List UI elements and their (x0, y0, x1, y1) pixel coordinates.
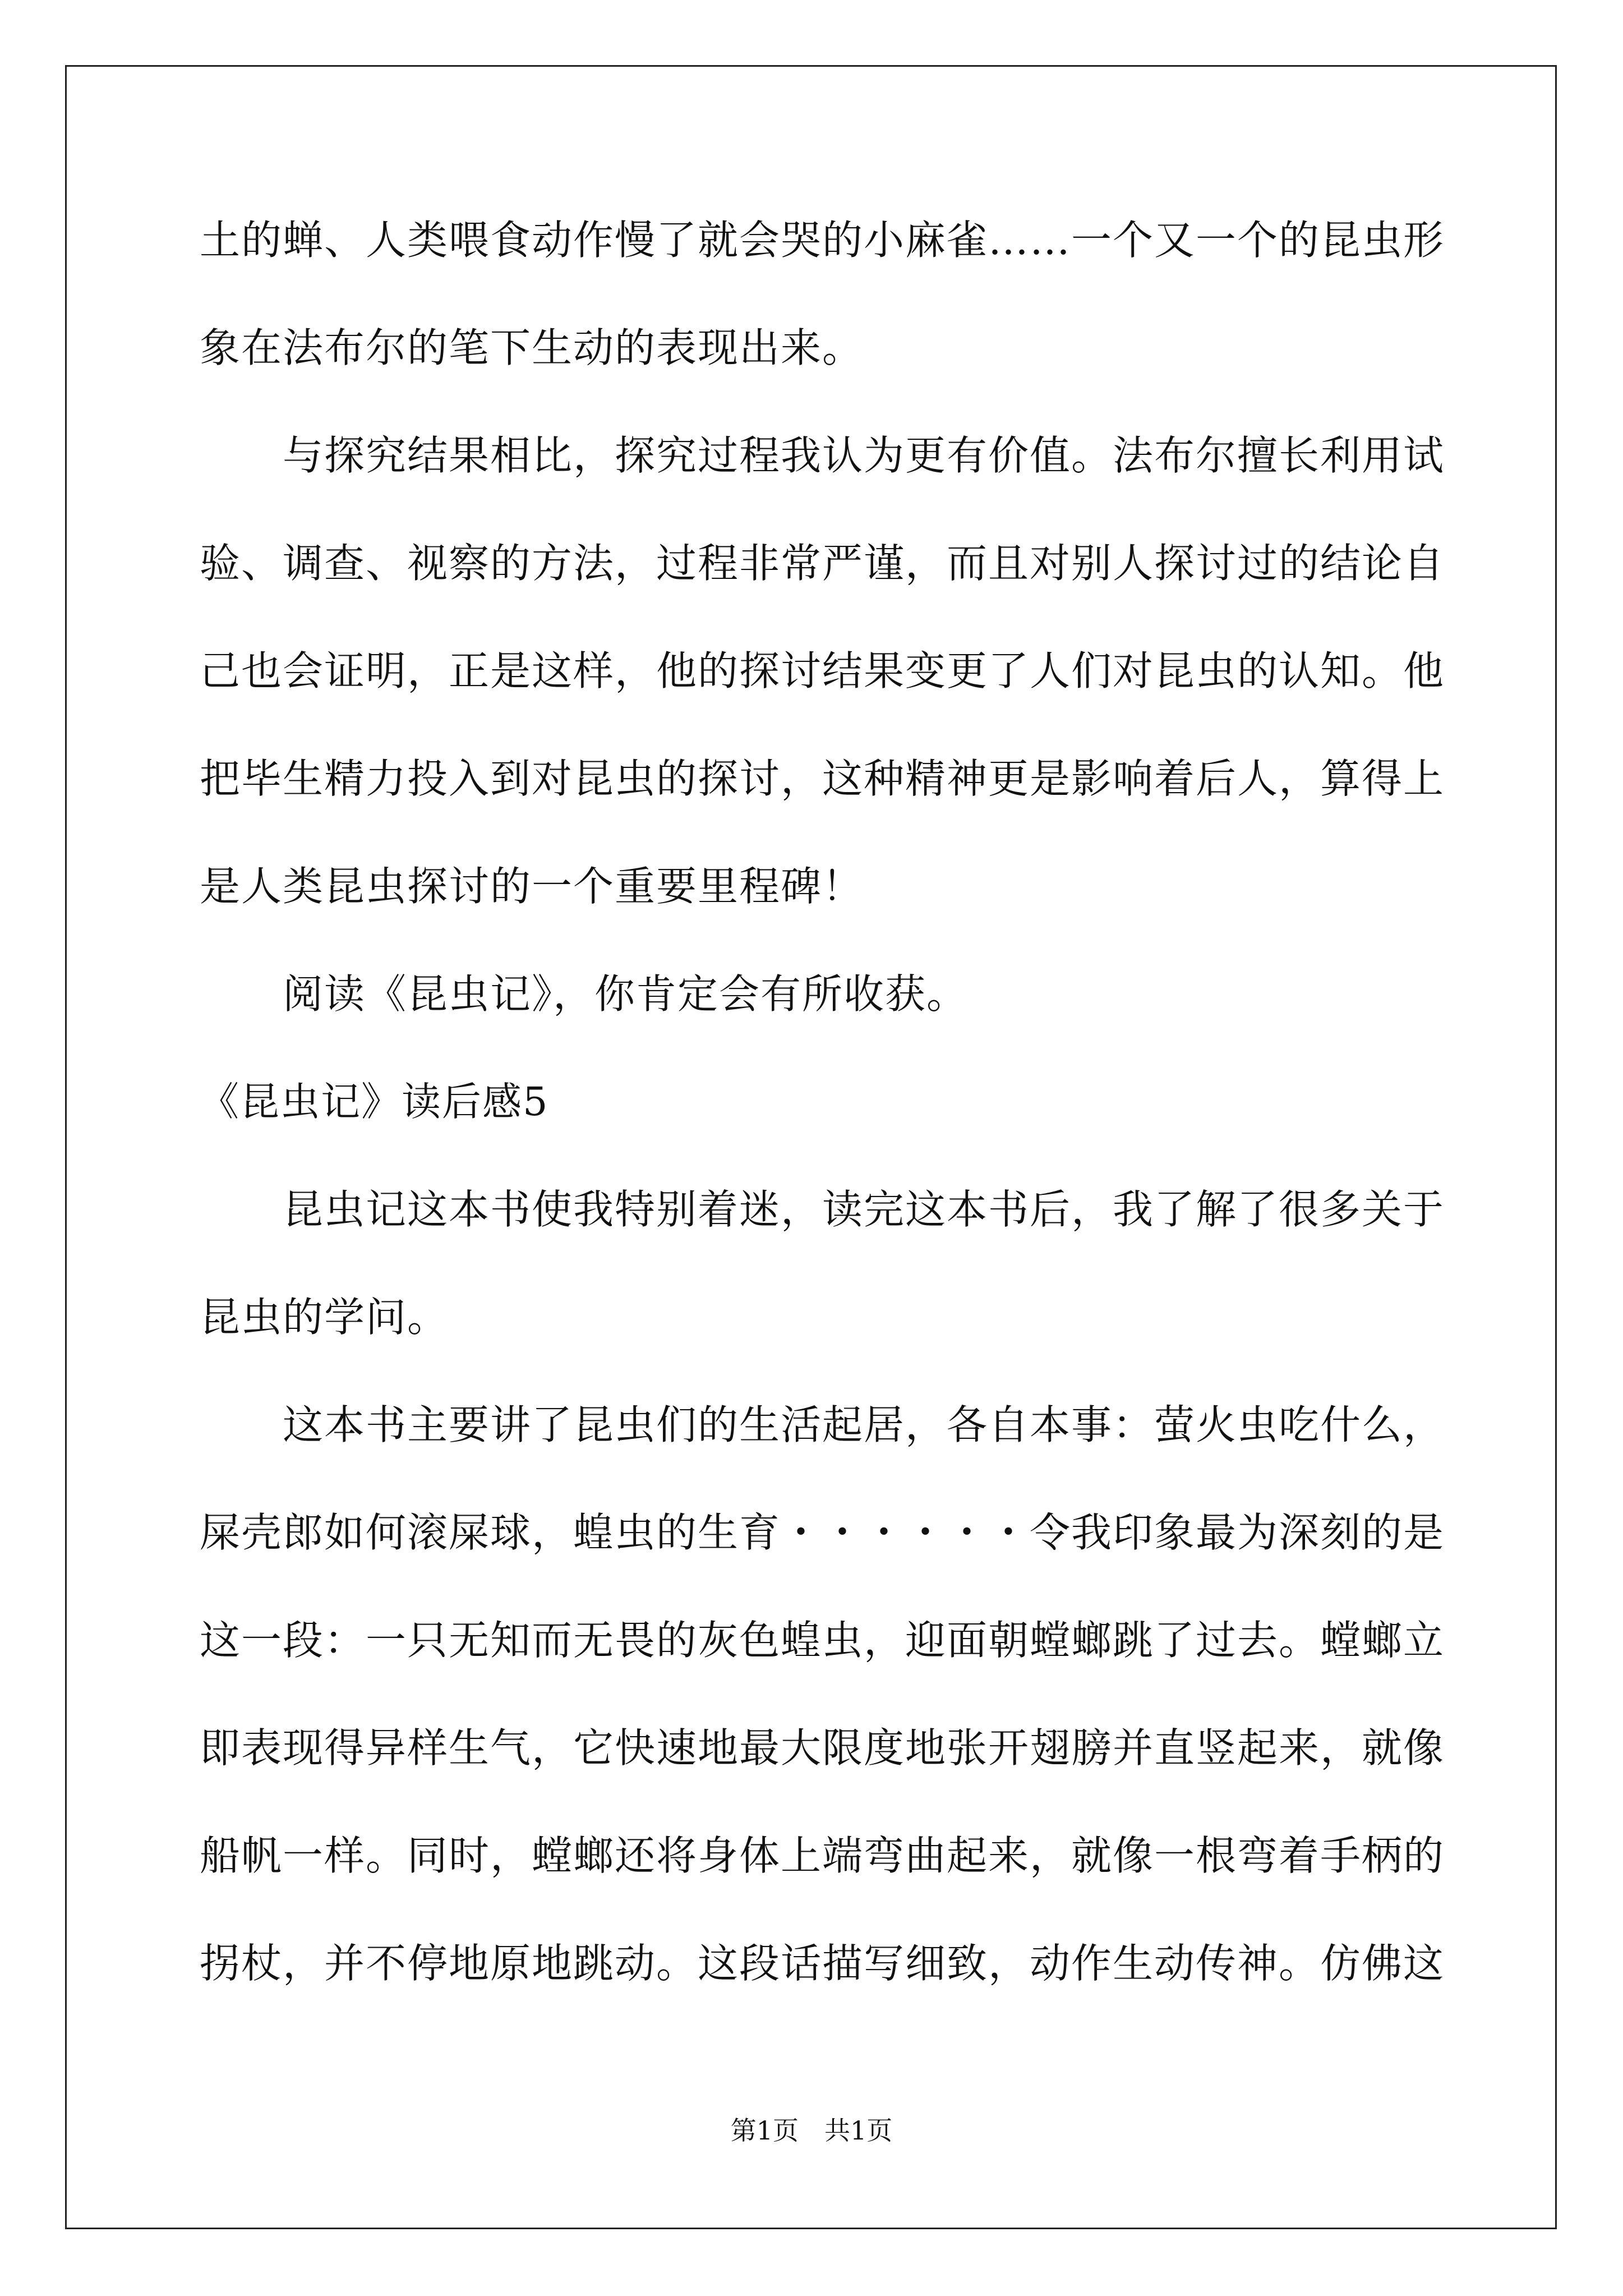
text-line: 船帆一样。同时，螳螂还将身体上端弯曲起来，就像一根弯着手柄的 (200, 1832, 1445, 1879)
paragraph-start: 阅读《昆虫记》，你肯定会有所收获。 (283, 970, 969, 1018)
page-footer: 第1页 共1页 (730, 2115, 893, 2146)
text-line: 象在法布尔的笔下生动的表现出来。 (200, 324, 864, 371)
paragraph-start: 这本书主要讲了昆虫们的生活起居，各自本事：萤火虫吃什么， (283, 1401, 1445, 1448)
paragraph-start: 与探究结果相比，探究过程我认为更有价值。法布尔擅长利用试 (283, 432, 1445, 479)
text-line: 拐杖，并不停地原地跳动。这段话描写细致，动作生动传神。仿佛这 (200, 1940, 1445, 1987)
text-line: 己也会证明，正是这样，他的探讨结果变更了人们对昆虫的认知。他 (200, 647, 1445, 694)
text-line: 验、调查、视察的方法，过程非常严谨，而且对别人探讨过的结论自 (200, 540, 1445, 587)
document-body (200, 213, 1445, 2044)
text-line: 即表现得异样生气，它快速地最大限度地张开翅膀并直竖起来，就像 (200, 1724, 1445, 1772)
text-line: 土的蝉、人类喂食动作慢了就会哭的小麻雀……一个又一个的昆虫形 (200, 217, 1445, 264)
text-line: 屎壳郎如何滚屎球，蝗虫的生育・・・・・・令我印象最为深刻的是 (200, 1509, 1445, 1556)
text-line: 这一段：一只无知而无畏的灰色蝗虫，迎面朝螳螂跳了过去。螳螂立 (200, 1617, 1445, 1664)
section-heading: 《昆虫记》读后感5 (200, 1079, 549, 1125)
text-line: 昆虫的学问。 (200, 1294, 449, 1341)
paragraph-start: 昆虫记这本书使我特别着迷，读完这本书后，我了解了很多关于 (283, 1186, 1445, 1233)
text-line: 是人类昆虫探讨的一个重要里程碑！ (200, 863, 864, 910)
text-line: 把毕生精力投入到对昆虫的探讨，这种精神更是影响着后人，算得上 (200, 755, 1445, 802)
